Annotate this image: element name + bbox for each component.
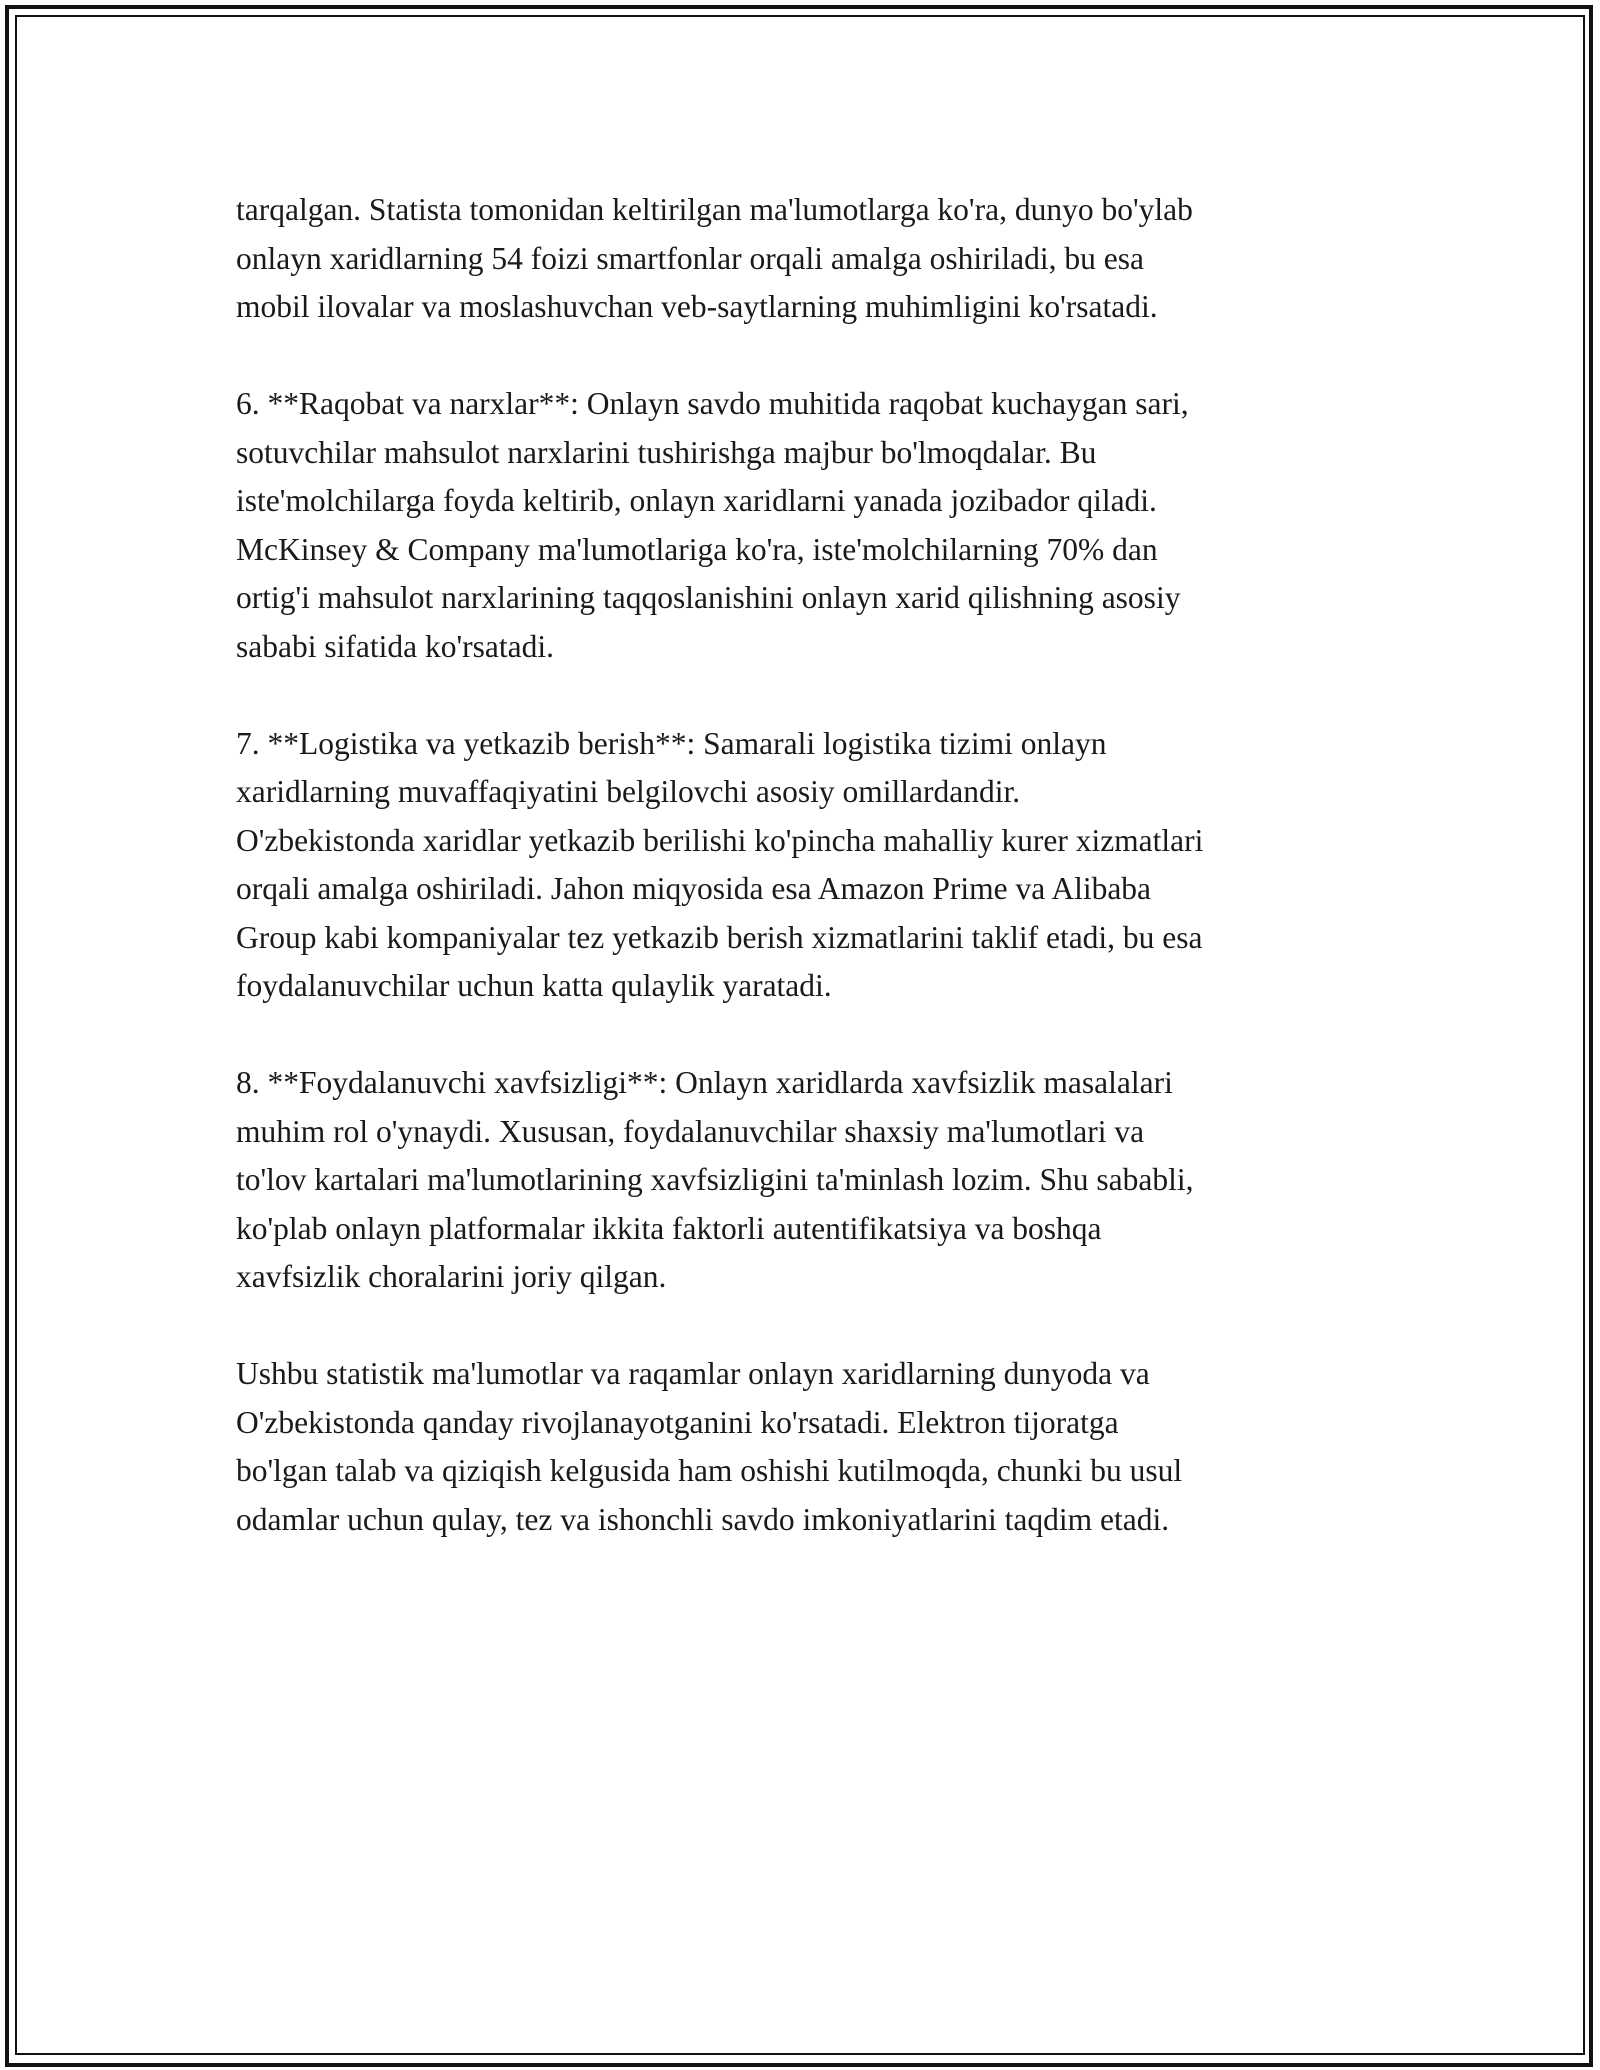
- paragraph-logistics-delivery: 7. **Logistika va yetkazib berish**: Samarali logistika tizimi onlayn xaridlarning muvaffaqiyatini belgilovchi asosiy omillardandir. O'zbekistonda xaridlar yetkazib berilishi ko'pincha mahalliy kurer xizmatlari orqali amalga oshiriladi. Jahon miqyosida esa Amazon Prime va Alibaba Group kabi kompaniyalar tez yetkazib berish xizmatlarini taklif etadi, bu esa foydalanuvchilar uchun katta qulaylik yaratadi.: [236, 725, 1204, 1003]
- document-body: [236, 186, 1366, 1593]
- paragraph-competition-prices: 6. **Raqobat va narxlar**: Onlayn savdo muhitida raqobat kuchaygan sari, sotuvchilar mahsulot narxlarini tushirishga majbur bo'lmoqdalar. Bu iste'molchilarga foyda keltirib, onlayn xaridlarni yanada jozibador qiladi. McKinsey & Company ma'lumotlariga ko'ra, iste'molchilarning 70% dan ortig'i mahsulot narxlarining taqqoslanishini onlayn xarid qilishning asosiy sababi sifatida ko'rsatadi.: [236, 386, 1189, 664]
- paragraph-intro-continuation: tarqalgan. Statista tomonidan keltirilgan ma'lumotlarga ko'ra, dunyo bo'ylab onlayn xaridlarning 54 foizi smartfonlar orqali amalga oshiriladi, bu esa mobil ilovalar va moslashuvchan veb-saytlarning muhimligini ko'rsatadi.: [236, 192, 1193, 324]
- paragraph-user-security: 8. **Foydalanuvchi xavfsizligi**: Onlayn xaridlarda xavfsizlik masalalari muhim rol o'ynaydi. Xususan, foydalanuvchilar shaxsiy ma'lumotlari va to'lov kartalari ma'lumotlarining xavfsizligini ta'minlash lozim. Shu sababli, ko'plab onlayn platformalar ikkita faktorli autentifikatsiya va boshqa xavfsizlik choralarini joriy qilgan.: [236, 1065, 1194, 1294]
- paragraph-conclusion: Ushbu statistik ma'lumotlar va raqamlar onlayn xaridlarning dunyoda va O'zbekistonda qanday rivojlanayotganini ko'rsatadi. Elektron tijoratga bo'lgan talab va qiziqish kelgusida ham oshishi kutilmoqda, chunki bu usul odamlar uchun qulay, tez va ishonchli savdo imkoniyatlarini taqdim etadi.: [236, 1356, 1183, 1537]
